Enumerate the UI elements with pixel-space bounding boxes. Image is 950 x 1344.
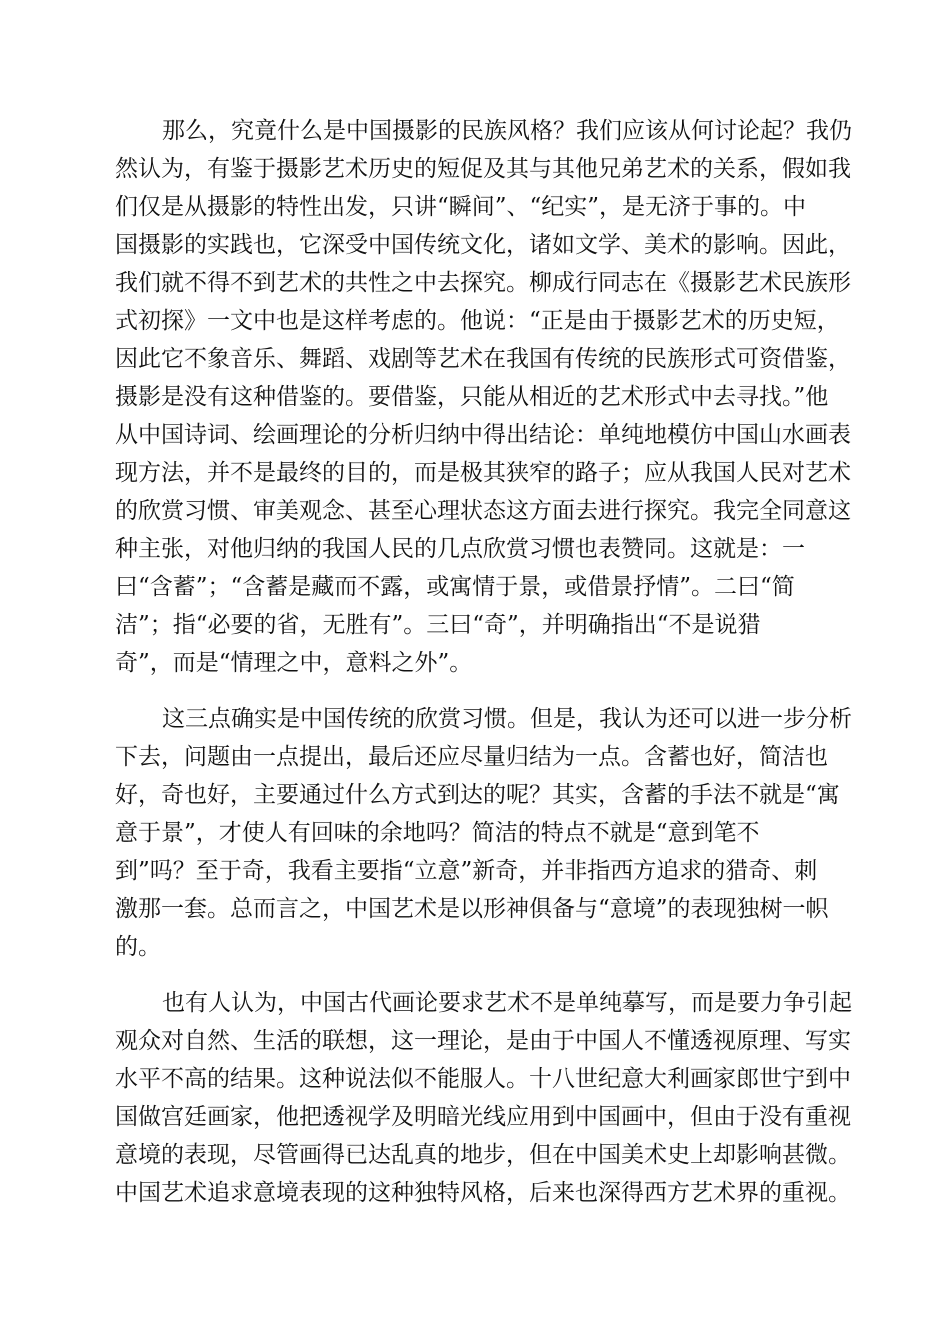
paragraph-1-line-4: 国摄影的实践也，它深受中国传统文化，诸如文学、美术的影响。因此， [115, 232, 851, 258]
paragraph-1-line-2: 然认为，有鉴于摄影艺术历史的短促及其与其他兄弟艺术的关系，假如我 [115, 156, 851, 182]
paragraph-1-line-15: 奇”，而是“情理之中，意料之外”。 [115, 650, 473, 676]
paragraph-3-line-4: 国做宫廷画家，他把透视学及明暗光线应用到中国画中，但由于没有重视 [115, 1104, 851, 1130]
paragraph-2-line-2: 下去，问题由一点提出，最后还应尽量归结为一点。含蓄也好，简洁也 [115, 744, 828, 770]
paragraph-2-line-4: 意于景”，才使人有回味的余地吗？简洁的特点不就是“意到笔不 [115, 820, 760, 846]
paragraph-3-line-6: 中国艺术追求意境表现的这种独特风格，后来也深得西方艺术界的重视。 [115, 1180, 851, 1206]
paragraph-3-line-5: 意境的表现，尽管画得已达乱真的地步，但在中国美术史上却影响甚微。 [115, 1142, 851, 1168]
paragraph-1-line-14: 洁”；指“必要的省，无胜有”。三曰“奇”，并明确指出“不是说猎 [115, 612, 761, 638]
paragraph-1-line-12: 种主张，对他归纳的我国人民的几点欣赏习惯也表赞同。这就是：一 [115, 536, 805, 562]
paragraph-1-line-8: 摄影是没有这种借鉴的。要借鉴，只能从相近的艺术形式中去寻找。”他 [115, 384, 829, 410]
paragraph-1-line-5: 我们就不得不到艺术的共性之中去探究。柳成行同志在《摄影艺术民族形 [115, 270, 851, 296]
paragraph-1-line-6: 式初探》一文中也是这样考虑的。他说：“正是由于摄影艺术的历史短， [115, 308, 840, 334]
paragraph-2-line-7: 的。 [115, 934, 161, 960]
paragraph-1-line-9: 从中国诗词、绘画理论的分析归纳中得出结论：单纯地模仿中国山水画表 [115, 422, 851, 448]
paragraph-3-line-2: 观众对自然、生活的联想，这一理论，是由于中国人不懂透视原理、写实 [115, 1028, 851, 1054]
paragraph-3-line-3: 水平不高的结果。这种说法似不能服人。十八世纪意大利画家郎世宁到中 [115, 1066, 851, 1092]
paragraph-1-line-1: 那么，究竟什么是中国摄影的民族风格？我们应该从何讨论起？我仍 [162, 118, 852, 144]
paragraph-1-line-13: 曰“含蓄”；“含蓄是藏而不露，或寓情于景，或借景抒情”。二曰“简 [115, 574, 795, 600]
paragraph-2-line-1: 这三点确实是中国传统的欣赏习惯。但是，我认为还可以进一步分析 [162, 706, 852, 732]
paragraph-1-line-10: 现方法，并不是最终的目的，而是极其狭窄的路子；应从我国人民对艺术 [115, 460, 851, 486]
paragraph-2-line-5: 到”吗？至于奇，我看主要指“立意”新奇，并非指西方追求的猎奇、刺 [115, 858, 818, 884]
paragraph-1-line-11: 的欣赏习惯、审美观念、甚至心理状态这方面去进行探究。我完全同意这 [115, 498, 851, 524]
paragraph-3-line-1: 也有人认为，中国古代画论要求艺术不是单纯摹写，而是要力争引起 [162, 990, 852, 1016]
paragraph-2-line-3: 好，奇也好，主要通过什么方式到达的呢？其实，含蓄的手法不就是“寓 [115, 782, 840, 808]
paragraph-1-line-3: 们仅是从摄影的特性出发，只讲“瞬间”、“纪实”，是无济于事的。中 [115, 194, 807, 220]
paragraph-1-line-7: 因此它不象音乐、舞蹈、戏剧等艺术在我国有传统的民族形式可资借鉴， [115, 346, 851, 372]
paragraph-2-line-6: 激那一套。总而言之，中国艺术是以形神俱备与“意境”的表现独树一帜 [115, 896, 829, 922]
